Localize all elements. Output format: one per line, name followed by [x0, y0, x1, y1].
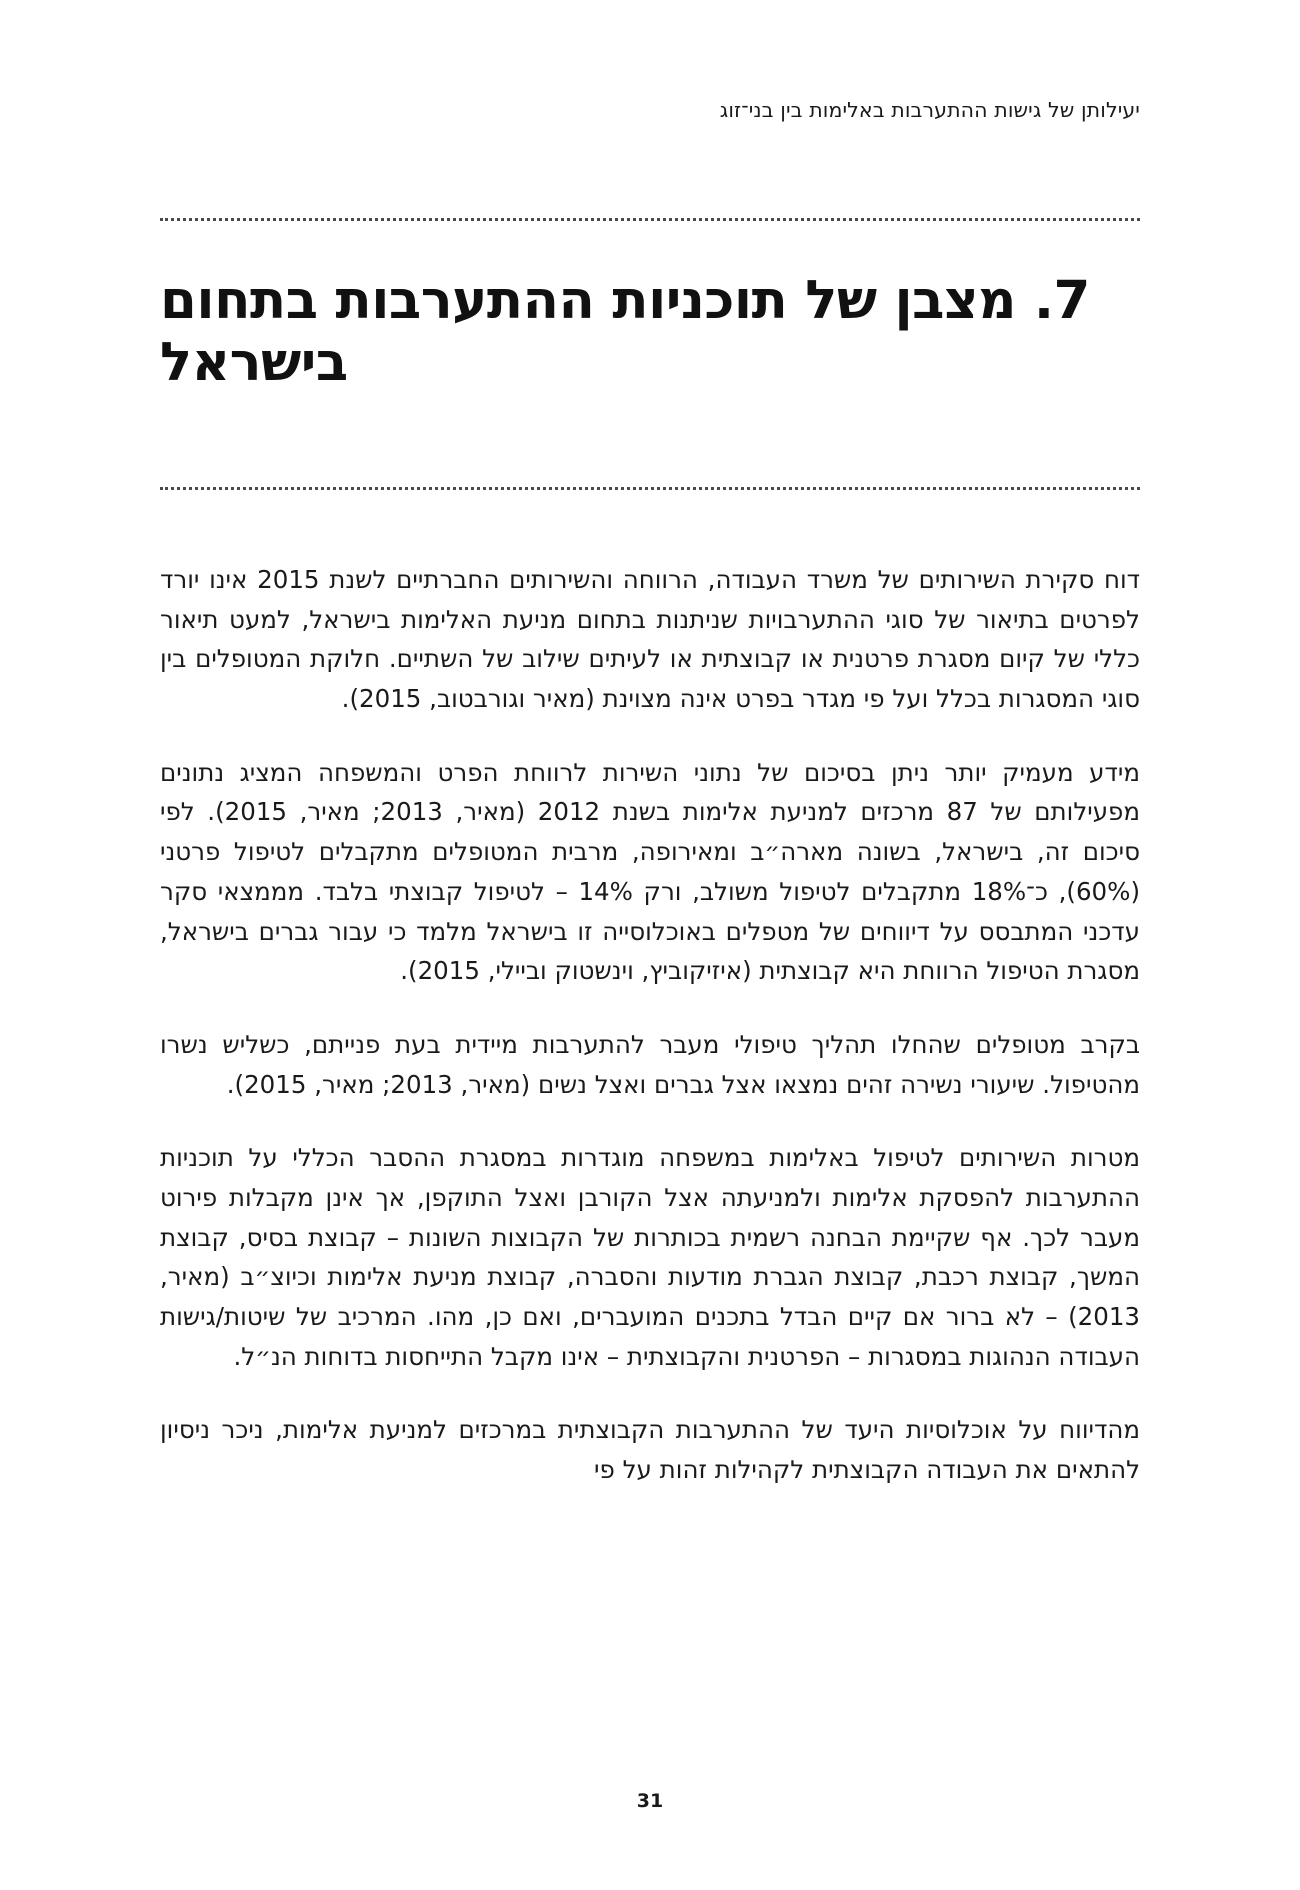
paragraph: בקרב מטופלים שהחלו תהליך טיפולי מעבר להתערבות מיידית בעת פנייתם, כשליש נשרו מהטיפול. שיעורי נשירה זהים נמצאו אצל גברים ואצל נשים (מאיר, 2013; מאיר, 2015). — [160, 1029, 1140, 1099]
divider-top — [160, 218, 1140, 221]
page-content — [160, 0, 1140, 1890]
divider-bottom — [160, 487, 1140, 490]
page-number: 31 — [636, 1790, 664, 1812]
paragraph: מטרות השירותים לטיפול באלימות במשפחה מוגדרות במסגרת ההסבר הכללי על תוכניות ההתערבות להפסקת אלימות ולמניעתה אצל הקורבן ואצל התוקפן, אך אינן מקבלות פירוט מעבר לכך. אף שקיימת הבחנה רשמית בכותרות של הקבוצות השונות – קבוצת בסיס, קבוצת המשך, קבוצת רכבת, קבוצת הגברת מודעות והסברה, קבוצת מניעת אלימות וכיוצ״ב (מאיר, 2013) – לא ברור אם קיים הבדל בתכנים המועברים, ואם כן, מהו. המרכיב של שיטות/גישות העבודה הנהוגות במסגרות – הפרטנית והקבוצתית – אינו מקבל התייחסות בדוחות הנ״ל. — [160, 1143, 1140, 1371]
body-text — [160, 560, 1140, 1490]
paragraph: מהדיווח על אוכלוסיות היעד של ההתערבות הקבוצתית במרכזים למניעת אלימות, ניכר ניסיון להתאים את העבודה הקבוצתית לקהילות זהות על פי — [160, 1415, 1140, 1485]
page-title: 7. מצבן של תוכניות ההתערבות בתחום בישראל — [160, 269, 1090, 393]
paragraph: דוח סקירת השירותים של משרד העבודה, הרווחה והשירותים החברתיים לשנת 2015 אינו יורד לפרטים בתיאור של סוגי ההתערבויות שניתנות בתחום מניעת האלימות בישראל, למעט תיאור כללי של קיום מסגרת פרטנית או קבוצתית או לעיתים שילוב של השתיים. חלוקת המטופלים בין סוגי המסגרות בכלל ועל פי מגדר בפרט אינה מצוינת (מאיר וגורבטוב, 2015). — [160, 565, 1140, 714]
running-head: יעילותן של גישות ההתערבות באלימות בין בני־זוג — [719, 98, 1140, 122]
paragraph: מידע מעמיק יותר ניתן בסיכום של נתוני השירות לרווחת הפרט והמשפחה המציג נתונים מפעילותם של 87 מרכזים למניעת אלימות בשנת 2012 (מאיר, 2013; מאיר, 2015). לפי סיכום זה, בישראל, בשונה מארה״ב ומאירופה, מרבית המטופלים מתקבלים לטיפול פרטני (60%), כ־18% מתקבלים לטיפול משולב, ורק 14% – לטיפול קבוצתי בלבד. מממצאי סקר עדכני המתבסס על דיווחים של מטפלים באוכלוסייה זו בישראל מלמד כי עבור גברים בישראל, מסגרת הטיפול הרווחת היא קבוצתית (איזיקוביץ, וינשטוק וביילי, 2015). — [160, 757, 1141, 986]
